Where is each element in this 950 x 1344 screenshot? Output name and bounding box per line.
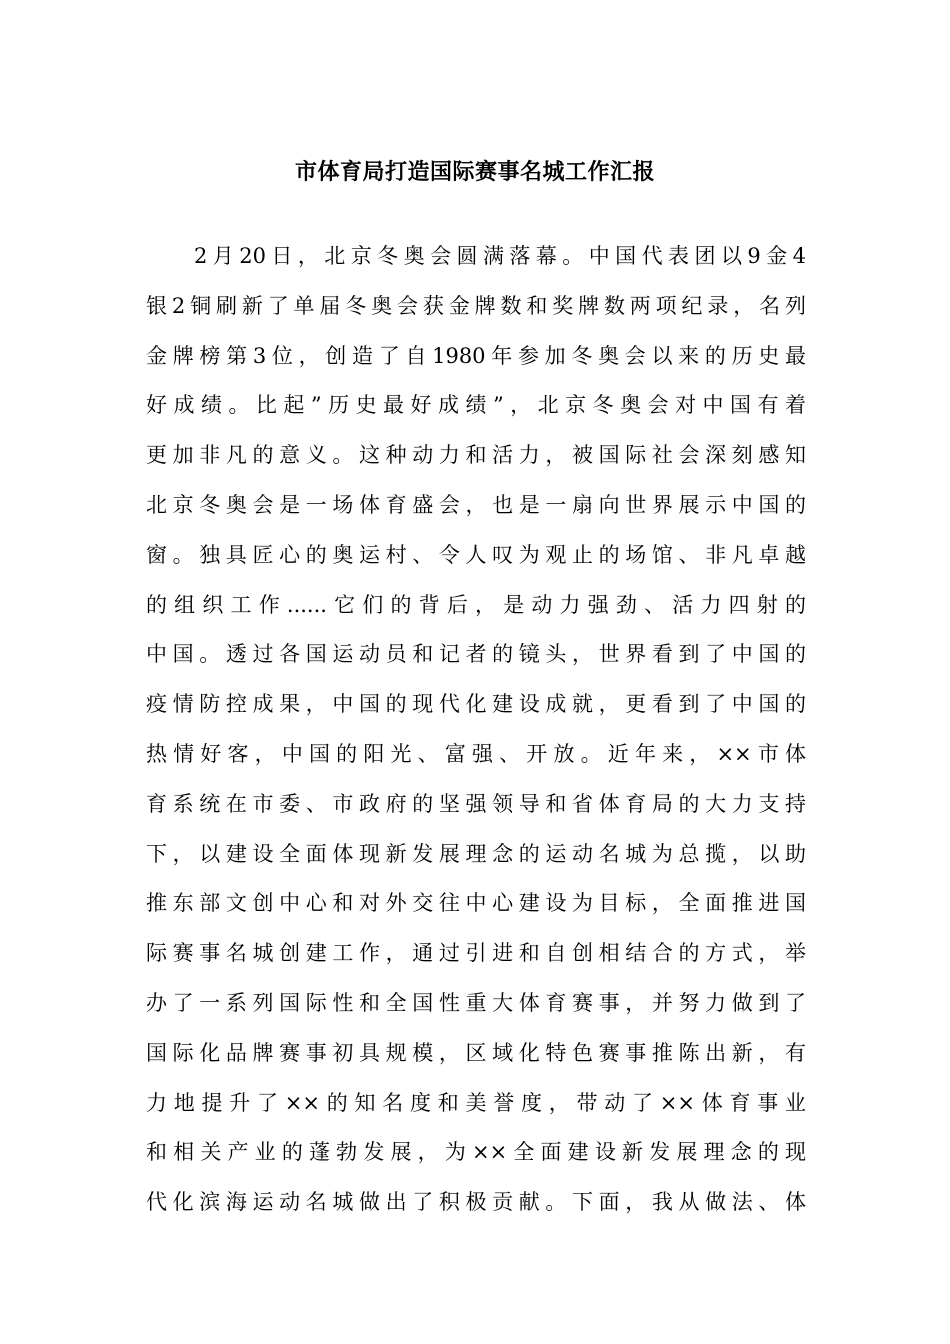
paragraph-line: 中国。透过各国运动员和记者的镜头，世界看到了中国的 (146, 642, 806, 667)
paragraph-line: 疫情防控成果，中国的现代化建设成就，更看到了中国的 (146, 692, 806, 717)
document-title: 市体育局打造国际赛事名城工作汇报 (294, 159, 655, 185)
paragraph-line: 更加非凡的意义。这种动力和活力，被国际社会深刻感知 (146, 443, 806, 468)
paragraph-line: 力地提升了××的知名度和美誉度，带动了××体育事业 (146, 1090, 806, 1115)
paragraph-line: 的组织工作......它们的背后，是动力强劲、活力四射的 (146, 592, 806, 617)
paragraph-line: 银2铜刷新了单届冬奥会获金牌数和奖牌数两项纪录，名列 (146, 293, 806, 318)
paragraph-line: 好成绩。比起”历史最好成绩”，北京冬奥会对中国有着 (146, 393, 806, 418)
paragraph-line: 窗。独具匠心的奥运村、令人叹为观止的场馆、非凡卓越 (146, 542, 806, 567)
paragraph-line: 热情好客，中国的阳光、富强、开放。近年来，××市体 (146, 741, 806, 766)
paragraph-line: 办了一系列国际性和全国性重大体育赛事，并努力做到了 (146, 990, 806, 1015)
paragraph-line: 育系统在市委、市政府的坚强领导和省体育局的大力支持 (146, 791, 806, 816)
paragraph-line: 金牌榜第3位，创造了自1980年参加冬奥会以来的历史最 (146, 343, 806, 368)
paragraph-line: 下，以建设全面体现新发展理念的运动名城为总揽，以助 (146, 841, 806, 866)
body-paragraph (146, 232, 806, 1228)
paragraph-line: 北京冬奥会是一场体育盛会，也是一扇向世界展示中国的 (146, 492, 806, 517)
paragraph-line: 代化滨海运动名城做出了积极贡献。下面，我从做法、体 (146, 1190, 806, 1215)
paragraph-line: 2月20日，北京冬奥会圆满落幕。中国代表团以9金4 (194, 244, 806, 268)
paragraph-line: 国际化品牌赛事初具规模，区域化特色赛事推陈出新，有 (146, 1040, 806, 1065)
paragraph-line: 推东部文创中心和对外交往中心建设为目标，全面推进国 (146, 891, 806, 916)
paragraph-line: 际赛事名城创建工作，通过引进和自创相结合的方式，举 (146, 941, 806, 966)
paragraph-line: 和相关产业的蓬勃发展，为××全面建设新发展理念的现 (146, 1140, 806, 1165)
